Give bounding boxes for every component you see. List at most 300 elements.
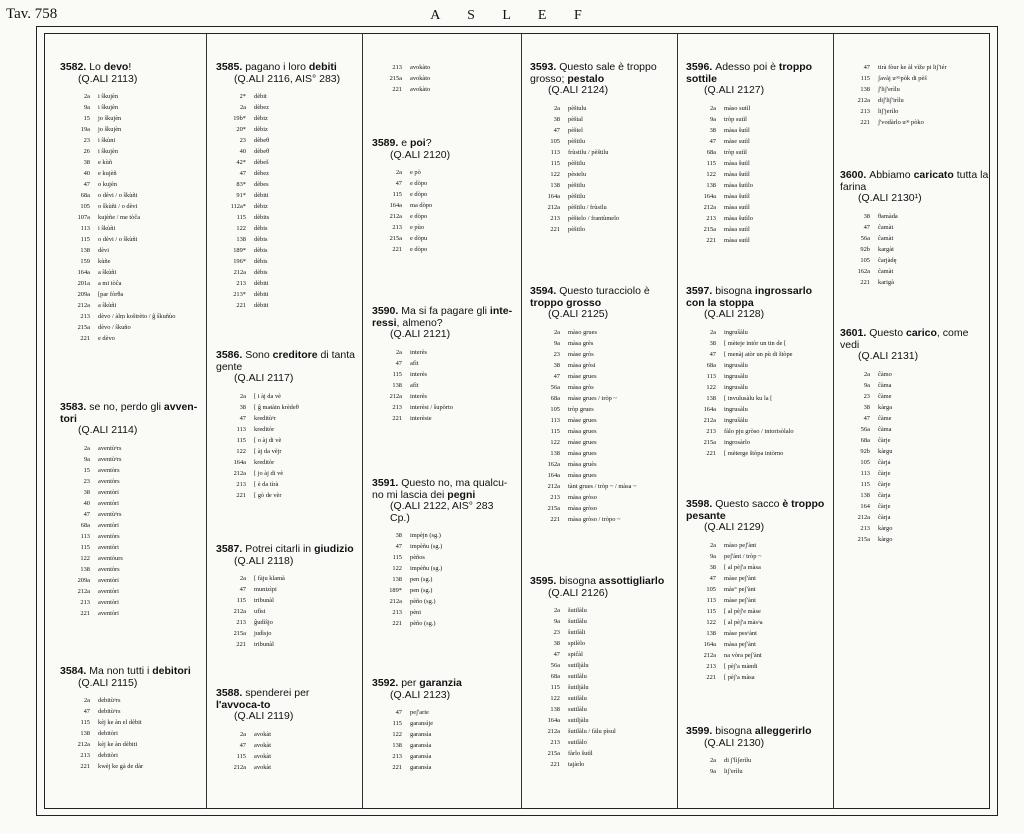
questionnaire-ref: (Q.ALI 2114) [78,424,138,436]
entry [372,138,514,255]
survey-point: 47 [863,64,870,71]
entry [216,544,356,650]
headword: garanzia [419,677,462,689]
response-row [60,135,200,146]
headword: creditore [272,349,318,361]
dialect-form: aventùᵒrs [98,444,122,452]
response-row [216,212,356,223]
survey-point: 105 [80,203,90,210]
survey-point: 2a [709,757,716,764]
dialect-form: aventòri [98,609,119,617]
plate-number: Tav. 758 [6,6,58,22]
survey-point: 164 [860,502,870,510]
dialect-form: kreditòr [254,458,275,466]
dialect-form: [ ĝ maŧàin krèdeθ [254,403,299,411]
dialect-form: liʃ'jerìlo [878,108,899,115]
survey-point: 115 [860,480,870,488]
questionnaire-ref: (Q.ALI 2126) [548,586,609,599]
response-row [60,201,200,212]
response-row [216,751,356,762]
dialect-form: màse peʃ'ànt [724,596,756,604]
response-row [530,759,672,770]
response-row [372,178,514,189]
response-row [686,235,828,246]
survey-point: 122 [706,383,716,391]
entry-title [372,678,514,690]
dialect-form: ʃ'liʃ'erìlu [878,86,900,93]
entry-title [686,62,828,85]
survey-point: 221 [236,641,246,648]
dialect-form: dèvi [98,247,110,254]
dialect-form: [ al pèʃ'e màse [724,607,761,615]
survey-point: 213 [550,493,560,501]
dialect-form: interès [410,392,428,400]
dialect-form: e kùñ [98,159,113,166]
response-row [686,437,828,448]
response-row [530,169,672,180]
survey-point: 47 [863,414,870,422]
questionnaire-ref: (Q.ALI 2113) [78,72,138,85]
response-row [216,289,356,300]
column-divider [833,33,834,809]
dialect-form: màsa gròs [568,383,594,391]
dialect-form: màsa gròso / tròpo ~ [568,515,621,523]
dialect-form: spiĉàl [568,651,583,658]
response-row [372,751,514,762]
entry-number: 3583. [60,401,90,413]
entry [60,402,200,619]
title-text: e [401,137,410,149]
dialect-form: aventùᵒrs [98,455,122,463]
survey-point: 138 [550,706,560,713]
title-text: Sono [245,349,273,361]
survey-point: 115 [392,191,402,198]
survey-point: 221 [860,119,870,126]
questionnaire-ref: (Q.ALI 2118) [234,554,294,567]
dialect-form: a ŝkùñi [98,302,117,309]
survey-point: 47 [83,708,90,715]
dialect-form: avokàto [410,64,431,71]
dialect-form: kreditòr [254,425,275,433]
dialect-form: ĉàrje [878,502,891,510]
survey-point: 2a [239,392,246,400]
dialect-form: [ mèteje intòr un tin de [ [724,339,787,347]
survey-point: 115 [392,554,402,561]
entry-title [216,62,356,74]
page-header [0,0,1024,26]
dialect-form: [ pèʃ'a màndi [724,662,758,670]
response-row [686,147,828,158]
dialect-form: màsa sutìl [724,225,750,233]
response-row [686,448,828,459]
survey-point: 47 [709,350,716,358]
survey-point: 189* [389,587,402,594]
dialect-form: pen (sg.) [410,587,433,594]
survey-point: 113 [236,425,246,433]
response-row [216,223,356,234]
dialect-form: màsa grues [568,471,597,479]
dialect-form: ingrusàlu [724,383,748,391]
entry-title [372,306,514,329]
dialect-form: avokàto [410,86,431,93]
survey-point: 221 [392,620,402,627]
questionnaire-ref: (Q.ALI 2122, AIS° 283 Cp.) [390,500,494,524]
entry [686,286,828,459]
survey-point: 19b* [233,115,246,122]
response-row [216,190,356,201]
survey-point: 221 [706,236,716,244]
response-row [60,454,200,465]
dialect-form: pèštal [568,115,583,123]
survey-point: 212a [857,513,870,521]
title-text: di tanta gente [216,349,355,373]
survey-point: 213 [392,403,402,411]
survey-point: 68a [550,394,560,402]
survey-point: 26 [83,148,90,155]
survey-point: 122 [80,554,90,562]
dialect-form: afìt [410,359,419,367]
survey-point: 212a [703,203,716,211]
questionnaire-ref: (Q.ALI 2131) [858,350,919,362]
entry-number: 3588. [216,687,246,699]
entry-number: 3584. [60,665,90,677]
survey-point: 221 [550,761,560,768]
response-row [372,596,514,607]
response-row [530,671,672,682]
survey-point: 9a [709,768,716,775]
survey-point: 212a [77,302,90,309]
survey-point: 2a [863,370,870,378]
response-row [216,595,356,606]
survey-point: 38 [709,563,716,571]
response-row [60,498,200,509]
dialect-form: a ŝkùñi [98,269,117,276]
title-text: tutta la farina [840,169,989,193]
response-row [686,136,828,147]
title-text: Questo [869,327,906,339]
dialect-form: màsa gròsi [568,361,596,369]
response-row [840,266,990,277]
dialect-form: màsa šutìl [724,192,750,200]
questionnaire-ref: (Q.ALI 2119) [234,710,294,722]
response-row [60,91,200,102]
survey-point: 2a [83,697,90,704]
headword: assottigliarlo [598,575,665,587]
questionnaire-ref: (Q.ALI 2129) [704,521,765,533]
survey-point: 47 [239,586,246,593]
survey-point: 47 [395,709,402,716]
dialect-form: kàrga [878,403,893,411]
survey-point: 47 [553,126,560,134]
dialect-form: munizìpi [254,586,277,593]
survey-point: 68a [80,521,90,529]
dialect-form: ĝudìŝjo [254,619,273,626]
response-row [60,311,200,322]
entry-title [60,666,200,678]
response-row [686,755,828,766]
response-row [60,322,200,333]
response-row [530,136,672,147]
survey-point: 213 [236,480,246,488]
response-row [372,402,514,413]
dialect-form: aventòri [98,576,119,584]
survey-point: 212a [77,741,90,748]
survey-point: 19a [80,126,90,133]
dialect-form: pèstelu [568,170,587,178]
response-row [60,179,200,190]
dialect-form: debitòri [98,752,118,759]
response-row [216,490,356,501]
response-row [216,300,356,311]
dialect-form: na vòra peʃ'ànt [724,651,762,659]
response-row [60,102,200,113]
dialect-form: avokàt [254,741,272,749]
survey-point: 164a [547,717,560,724]
response-row [372,73,514,84]
dialect-form: pèño (sg.) [410,598,436,605]
title-text: Potrei citarli in [245,543,315,555]
entry-number: 3582. [60,61,90,73]
dialect-form: interèsi / ŝupòrto [410,403,453,411]
response-row [372,380,514,391]
dialect-form: tròp grues [568,405,594,413]
survey-point: 122 [392,731,402,738]
survey-point: 213 [392,609,402,616]
dialect-form: ĉamàt [878,267,894,275]
survey-point: 212a [233,763,246,771]
survey-point: 2a [239,104,246,111]
survey-point: 107a [77,214,90,221]
questionnaire-ref: (Q.ALI 2124) [548,84,609,96]
dialect-form: θamàda [878,212,898,220]
dialect-form: jo ŝkujèn [98,115,122,122]
response-row [686,672,828,683]
response-row [686,338,828,349]
response-row [60,289,200,300]
dialect-form: impèñu (sg.) [410,543,443,550]
survey-point: 122 [550,438,560,446]
dialect-form: màse peʃ'ànt [724,574,756,582]
dialect-form: afìt [410,381,419,389]
response-row [60,706,200,717]
response-row [686,628,828,639]
response-row [60,234,200,245]
dialect-form: màsa grues [568,449,597,457]
response-row [530,426,672,437]
survey-point: 122 [392,565,402,572]
survey-point: 189* [233,247,246,254]
entry-title [686,286,828,309]
questionnaire-ref: (Q.ALI 2130¹) [858,192,922,204]
survey-point: 2a [553,328,560,336]
survey-point: 105 [550,405,560,413]
dialect-form: màsa šutìlo [724,214,753,222]
title-text: Lo [89,61,104,73]
dialect-form: karigà [878,278,894,286]
survey-point: 162a [857,267,870,275]
dialect-form: dèbeš [254,159,269,166]
dialect-form: tajàrlo [568,761,585,768]
survey-point: 47 [553,372,560,380]
survey-point: 215a [547,504,560,512]
response-row [840,391,990,402]
dialect-form: sutiljàlu [568,717,589,724]
response-row [686,540,828,551]
dialect-form: ingruŝàlu [724,328,748,336]
dialect-form: dèbiti [254,192,269,199]
survey-point: 213 [80,752,90,759]
dialect-form: ma dòpo [410,202,433,209]
response-row [840,84,990,95]
response-row [60,190,200,201]
response-row [840,233,990,244]
survey-point: 212a [77,587,90,595]
survey-point: 138 [706,394,716,402]
response-row [216,435,356,446]
entry-number: 3590. [372,305,402,317]
dialect-form: spilèlo [568,640,586,647]
dialect-form: ufìsi [254,608,266,615]
dialect-form: kargàt [878,245,894,253]
dialect-form: pèštilu [568,181,586,189]
survey-point: 92b [860,447,870,455]
response-row [686,562,828,573]
response-row [216,102,356,113]
response-row [372,244,514,255]
dialect-form: kàrgo [878,524,893,532]
dialect-form: aventòri [98,488,119,496]
headword: alleggerirlo [754,725,812,737]
response-row [216,91,356,102]
survey-point: 47 [709,574,716,582]
survey-point: 113 [550,416,560,424]
response-row [372,552,514,563]
survey-point: 164a [703,640,716,648]
headword: ingrossarlo con la stoppa [686,285,813,309]
survey-point: 9a [553,618,560,625]
dialect-form: e dòpo [410,246,428,253]
response-row [372,607,514,618]
survey-point: 212a [857,97,870,104]
title-text: pagano i loro [245,61,309,73]
dialect-form: aventòri [98,598,119,606]
response-row [686,661,828,672]
response-row [216,135,356,146]
survey-point: 47 [239,414,246,422]
survey-point: 68a [80,192,90,199]
headword: troppo sottile [686,61,813,85]
response-row [840,73,990,84]
response-row [216,628,356,639]
column-divider [521,33,522,809]
response-row [530,393,672,404]
response-row [60,267,200,278]
dialect-form: pèštel [568,126,583,134]
dialect-form: ŝutilàli [568,629,586,636]
response-row [840,62,990,73]
dialect-form: màso sutìl [724,104,751,112]
survey-point: 2* [239,93,246,100]
response-row [530,382,672,393]
response-row [60,223,200,234]
survey-point: 56a [860,425,870,433]
survey-point: 2a [239,730,246,738]
response-row [216,413,356,424]
dialect-form: pèštulu [568,104,587,112]
survey-point: 115 [236,214,246,221]
response-row [60,608,200,619]
entry [372,306,514,424]
response-row [372,211,514,222]
dialect-form: [ al pèʃ'a màsa [724,563,761,571]
dialect-form: šutilàlu / fàlu pìsul [568,728,616,735]
column-divider [362,33,363,809]
survey-point: 2a [709,328,716,336]
survey-point: 221 [550,225,560,233]
response-row [372,718,514,729]
response-row [840,402,990,413]
response-row [530,627,672,638]
response-row [686,371,828,382]
response-row [372,530,514,541]
response-row [216,124,356,135]
survey-point: 23 [239,137,246,144]
response-row [840,479,990,490]
response-row [530,660,672,671]
response-row [530,338,672,349]
dialect-form: màse gròs [568,350,594,358]
response-row [372,585,514,596]
dialect-form: dèbis [254,258,268,265]
survey-point: 47 [709,137,716,145]
response-row [530,492,672,503]
entry [530,576,672,770]
dialect-form: ĉàrje [878,469,891,477]
survey-point: 115 [550,159,560,167]
survey-point: 2a [553,104,560,112]
dialect-form: dèbis [254,269,268,276]
survey-point: 38 [709,339,716,347]
response-row [60,531,200,542]
dialect-form: [ àj da vèjr [254,447,282,455]
response-row [530,737,672,748]
column-divider [206,33,207,809]
response-row [372,762,514,773]
entry [686,726,828,777]
survey-point: 164a [77,269,90,276]
survey-point: 213 [236,619,246,626]
title-text: , almeno? [396,316,443,329]
response-row [686,360,828,371]
survey-point: 9a [709,552,716,560]
dialect-form: dèbiz [254,126,268,133]
survey-point: 221 [80,609,90,617]
response-row [840,380,990,391]
headword: è troppo pesante [686,498,825,522]
response-row [840,106,990,117]
response-row [216,168,356,179]
dialect-form: e dòpo [410,213,428,220]
survey-point: 23 [863,392,870,400]
survey-point: 122 [550,170,560,178]
dialect-form: [ mèterge štòpa intòrno [724,449,784,457]
dialect-form: i ŝkujèn [98,93,119,100]
dialect-form: ĉàme [878,414,892,422]
response-row [372,347,514,358]
entry-title [840,328,990,351]
title-text: Questo sacco [715,498,783,510]
title-text: bisogna [715,285,755,297]
